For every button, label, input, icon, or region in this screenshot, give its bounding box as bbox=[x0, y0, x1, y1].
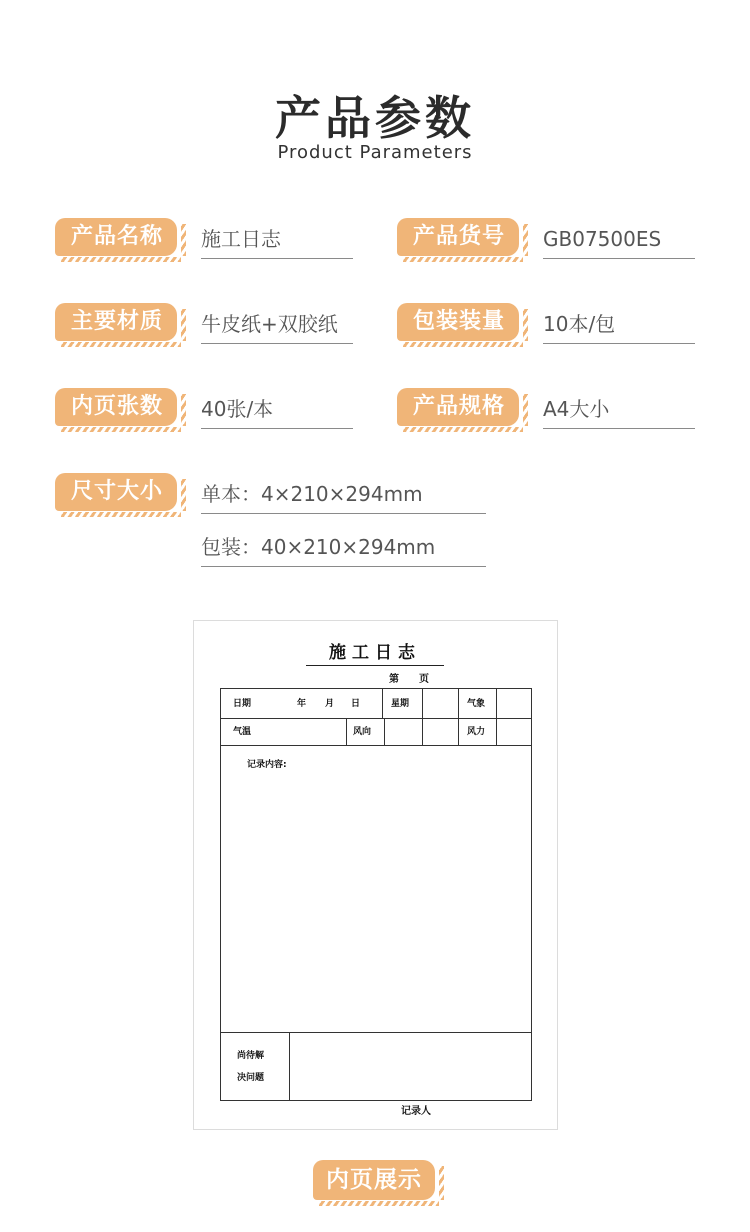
page-title-en: Product Parameters bbox=[277, 142, 473, 163]
name-value: 施工日志 bbox=[201, 220, 353, 259]
code-value: GB07500ES bbox=[543, 220, 695, 259]
spec-tag: 产品规格 bbox=[397, 388, 519, 426]
material-value: 牛皮纸+双胶纸 bbox=[201, 305, 353, 344]
material-tag: 主要材质 bbox=[55, 303, 177, 341]
page-number-label: 第 页 bbox=[389, 674, 429, 685]
spec-value: A4大小 bbox=[543, 390, 695, 429]
inner-page-display-tag: 内页展示 bbox=[313, 1160, 435, 1200]
size-pack-value: 包装：40×210×294mm bbox=[201, 528, 486, 567]
pages-tag: 内页张数 bbox=[55, 388, 177, 426]
name-tag: 产品名称 bbox=[55, 218, 177, 256]
page-title-cn: 产品参数 bbox=[275, 91, 475, 145]
wind-direction-label: 风向 bbox=[353, 727, 372, 737]
pack-value: 10本/包 bbox=[543, 305, 695, 344]
pages-value: 40张/本 bbox=[201, 390, 353, 429]
month-label: 月 bbox=[325, 699, 335, 709]
year-label: 年 bbox=[297, 699, 307, 709]
size-single-value: 单本：4×210×294mm bbox=[201, 475, 486, 514]
weather-label: 气象 bbox=[467, 699, 486, 709]
code-tag: 产品货号 bbox=[397, 218, 519, 256]
content-label: 记录内容: bbox=[247, 760, 287, 770]
recorder-label: 记录人 bbox=[401, 1106, 431, 1117]
wind-force-label: 风力 bbox=[467, 727, 486, 737]
inner-page-preview bbox=[193, 620, 558, 1130]
pending-label-1: 尚待解 bbox=[237, 1051, 265, 1061]
day-label: 日 bbox=[351, 699, 361, 709]
pending-label-2: 决问题 bbox=[237, 1073, 265, 1083]
log-form-table bbox=[220, 688, 532, 1101]
size-tag: 尺寸大小 bbox=[55, 473, 177, 511]
sheet-title: 施工日志 bbox=[306, 641, 444, 666]
temperature-label: 气温 bbox=[233, 727, 252, 737]
weekday-label: 星期 bbox=[391, 699, 410, 709]
pack-tag: 包装装量 bbox=[397, 303, 519, 341]
date-label: 日期 bbox=[233, 699, 252, 709]
